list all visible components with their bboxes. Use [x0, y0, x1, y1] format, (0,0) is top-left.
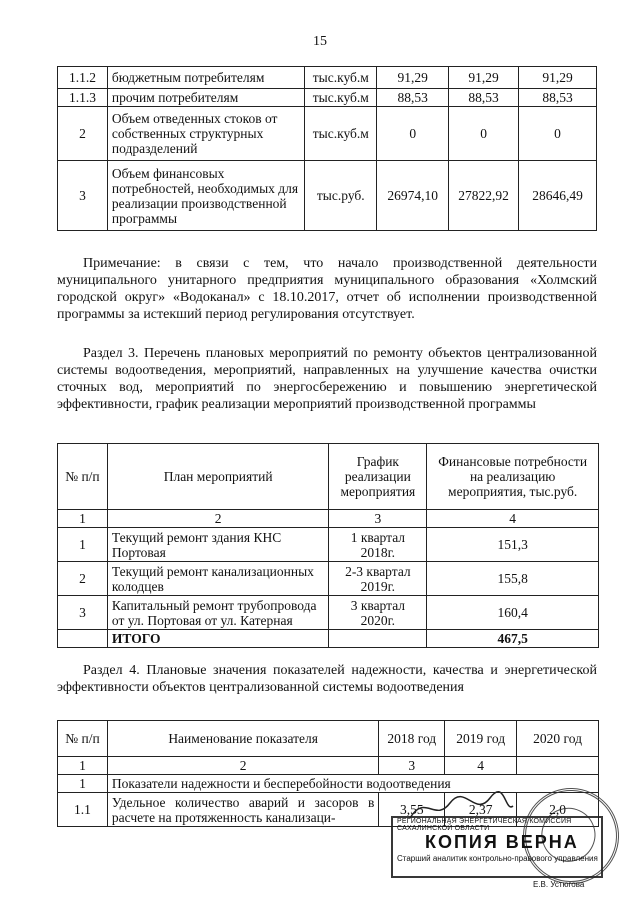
- value-2018: 0: [377, 107, 449, 161]
- row-unit: тыс.куб.м: [305, 107, 377, 161]
- index-cell: 1: [58, 510, 108, 528]
- index-cell: 2: [107, 510, 329, 528]
- header-plan: План мероприятий: [107, 444, 329, 510]
- stamp-role: Старший аналитик контрольно-правового управления: [397, 854, 598, 863]
- row-name: Объем отведенных стоков от собственных структурных подразделений: [107, 107, 304, 161]
- row-plan: Капитальный ремонт трубопровода от ул. Портовая от ул. Катерная: [107, 596, 329, 630]
- table-row: [58, 67, 597, 89]
- row-cost: 160,4: [427, 596, 599, 630]
- row-name: прочим потребителям: [107, 89, 304, 107]
- table-row: [58, 89, 597, 107]
- table-row: [58, 528, 599, 562]
- row-unit: тыс.куб.м: [305, 89, 377, 107]
- stamp-title: КОПИЯ ВЕРНА: [425, 832, 579, 852]
- row-plan: Текущий ремонт здания КНС Портовая: [107, 528, 329, 562]
- row-name: бюджетным потребителям: [107, 67, 304, 89]
- index-cell: 2: [107, 757, 378, 775]
- value-2019: 27822,92: [449, 161, 519, 231]
- row-number: 2: [58, 562, 108, 596]
- index-cell: 4: [445, 757, 517, 775]
- row-plan: Текущий ремонт канализационных колодцев: [107, 562, 329, 596]
- header-2019: 2019 год: [445, 721, 517, 757]
- value-2019: 88,53: [449, 89, 519, 107]
- row-number: 1.1.3: [58, 89, 108, 107]
- index-cell: 4: [427, 510, 599, 528]
- row-schedule: 1 квартал 2018г.: [329, 528, 427, 562]
- total-row: [58, 630, 599, 648]
- row-name: Удельное количество аварий и засоров в расчете на протяженность канализаци-: [107, 793, 378, 827]
- index-cell: 3: [379, 757, 445, 775]
- value-2019: 2,37: [445, 793, 517, 827]
- header-num: № п/п: [58, 721, 108, 757]
- row-name: Объем финансовых потребностей, необходимых для реализации производственной программы: [107, 161, 304, 231]
- page-number: 15: [313, 34, 327, 49]
- total-empty: [329, 630, 427, 648]
- note-paragraph: Примечание: в связи с тем, что начало производственной деятельности муниципального унитарного предприятия муниципального образования «Холмский городской округ» «Водоканал» с 18.10.2017, отчет об исполнении производственной программы за истекший период регулирования отсутствует.: [57, 256, 597, 322]
- table-header-row: [58, 721, 599, 757]
- value-2018: 3,55: [379, 793, 445, 827]
- total-label: ИТОГО: [107, 630, 329, 648]
- row-cost: 155,8: [427, 562, 599, 596]
- header-2018: 2018 год: [379, 721, 445, 757]
- row-cost: 151,3: [427, 528, 599, 562]
- section-4-heading: Раздел 4. Плановые значения показателей надежности, качества и энергетической эффективности объектов централизованной системы водоотведения: [57, 663, 597, 695]
- production-volume-table: [57, 66, 597, 231]
- row-number: 3: [58, 596, 108, 630]
- row-schedule: 2-3 квартал 2019г.: [329, 562, 427, 596]
- value-2018: 88,53: [377, 89, 449, 107]
- value-2019: 0: [449, 107, 519, 161]
- row-unit: тыс.куб.м: [305, 67, 377, 89]
- value-2020: 91,29: [519, 67, 597, 89]
- index-row: [58, 757, 599, 775]
- header-2020: 2020 год: [517, 721, 599, 757]
- stamp-signatory: Е.В. Устюгова: [533, 880, 585, 889]
- value-2020: 28646,49: [519, 161, 597, 231]
- table-row: [58, 161, 597, 231]
- value-2020: 88,53: [519, 89, 597, 107]
- header-indicator: Наименование показателя: [107, 721, 378, 757]
- certification-stamp: [385, 780, 625, 895]
- group-number: 1: [58, 775, 108, 793]
- total-empty: [58, 630, 108, 648]
- index-cell: 3: [329, 510, 427, 528]
- table-row: [58, 107, 597, 161]
- table-row: [58, 562, 599, 596]
- row-schedule: 3 квартал 2020г.: [329, 596, 427, 630]
- value-2018: 91,29: [377, 67, 449, 89]
- total-value: 467,5: [427, 630, 599, 648]
- row-number: 3: [58, 161, 108, 231]
- measures-table: [57, 443, 599, 648]
- section-3-heading: Раздел 3. Перечень плановых мероприятий по ремонту объектов централизованной системы водоотведения, мероприятий, направленных на улучшение качества очистки сточных вод, мероприятий по энергосбережению и повышению энергетической эффективности, график реализации мероприятий производственной программы: [57, 346, 597, 412]
- table-row: [58, 596, 599, 630]
- row-number: 2: [58, 107, 108, 161]
- row-number: 1: [58, 528, 108, 562]
- value-2020: 0: [519, 107, 597, 161]
- value-2018: 26974,10: [377, 161, 449, 231]
- index-cell: [517, 757, 599, 775]
- index-row: [58, 510, 599, 528]
- row-unit: тыс.руб.: [305, 161, 377, 231]
- stamp-organization: РЕГИОНАЛЬНАЯ ЭНЕРГЕТИЧЕСКАЯ КОМИССИЯ САХАЛИНСКОЙ ОБЛАСТИ: [397, 818, 572, 832]
- group-label: Показатели надежности и бесперебойности водоотведения: [107, 775, 598, 793]
- row-number: 1.1: [58, 793, 108, 827]
- row-number: 1.1.2: [58, 67, 108, 89]
- value-2019: 91,29: [449, 67, 519, 89]
- header-cost: Финансовые потребности на реализацию мероприятия, тыс.руб.: [427, 444, 599, 510]
- index-cell: 1: [58, 757, 108, 775]
- header-schedule: График реализации мероприятия: [329, 444, 427, 510]
- value-2020: 2,0: [517, 793, 599, 827]
- table-header-row: [58, 444, 599, 510]
- header-num: № п/п: [58, 444, 108, 510]
